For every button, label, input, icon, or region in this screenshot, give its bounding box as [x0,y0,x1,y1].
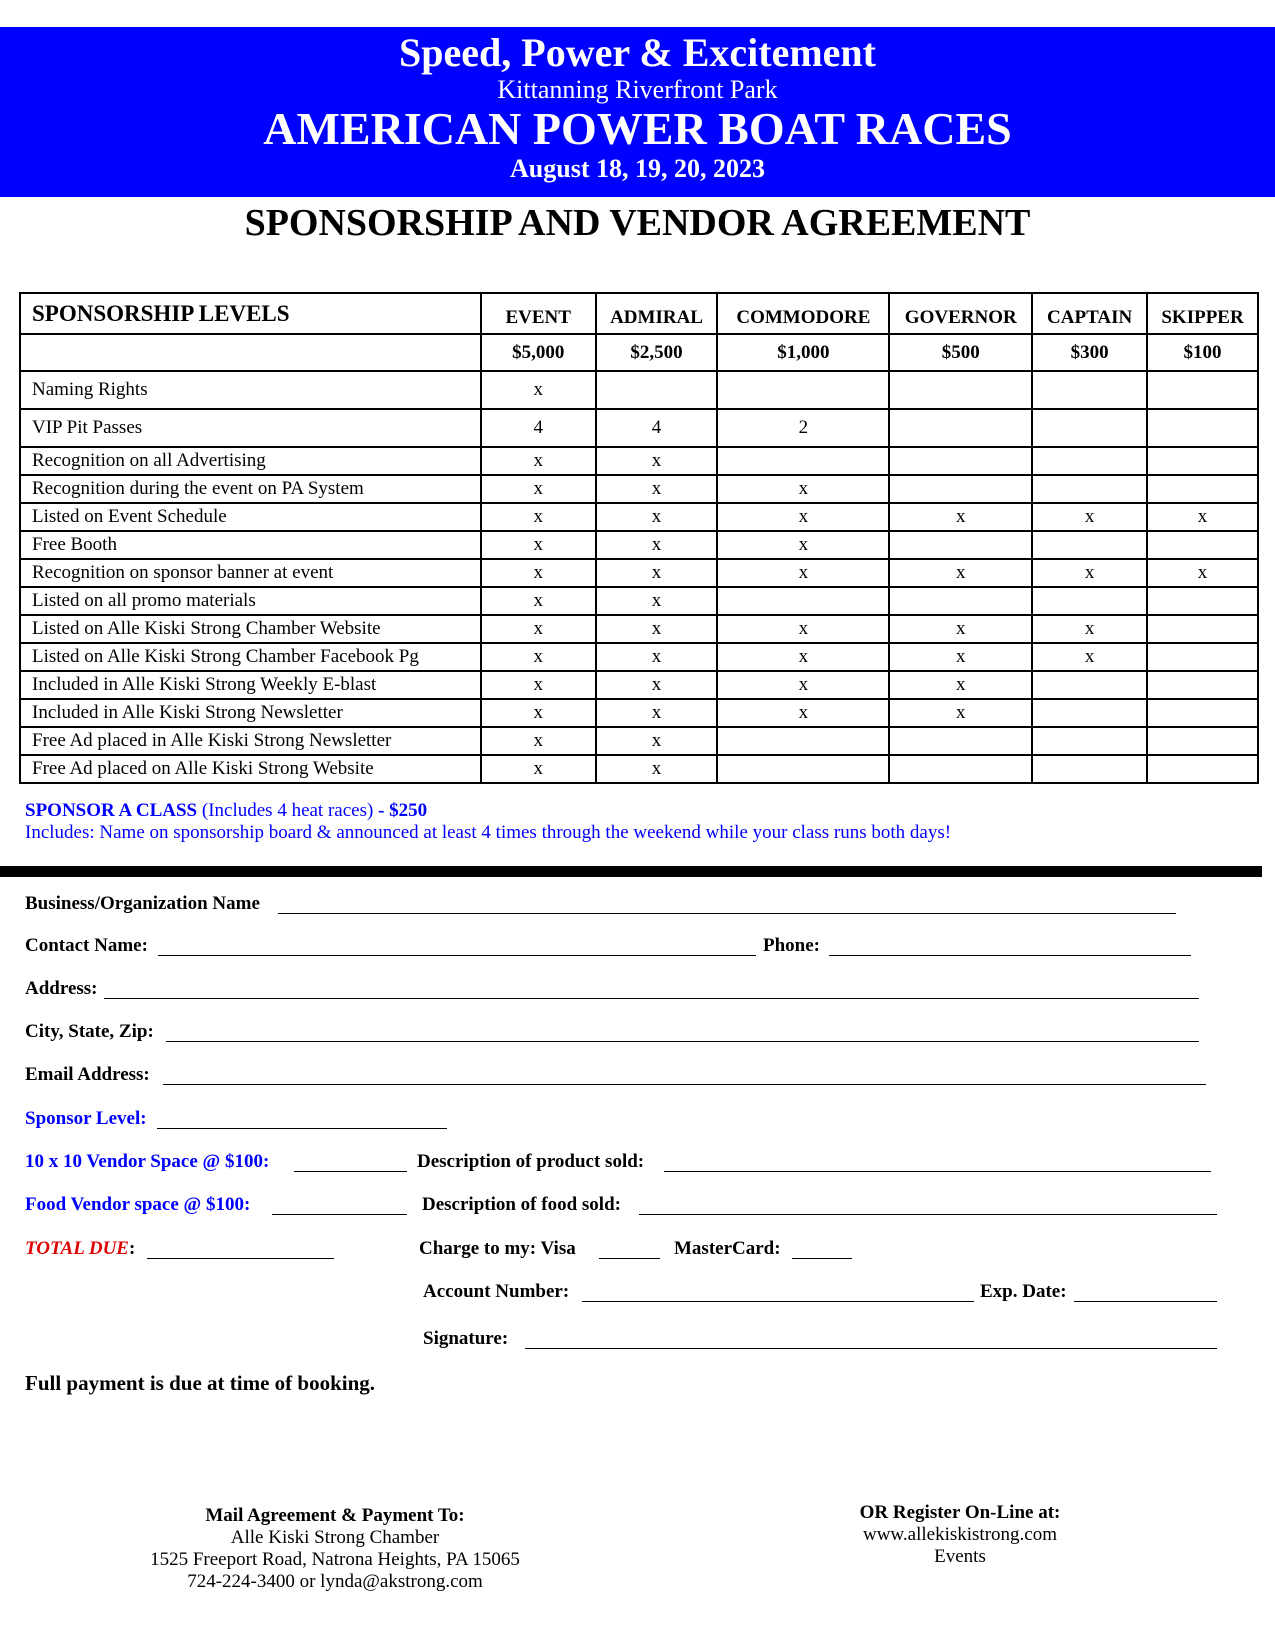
levels-heading: SPONSORSHIP LEVELS [20,293,481,334]
header-tagline: Speed, Power & Excitement [399,30,876,75]
benefit-cell [1147,727,1258,755]
benefit-cell [1032,671,1147,699]
header-dates: August 18, 19, 20, 2023 [510,154,765,183]
benefit-cell: x [717,503,889,531]
benefit-cell: x [889,559,1032,587]
business-name-label: Business/Organization Name [25,893,260,914]
benefit-cell: x [596,447,718,475]
benefit-label: Free Ad placed on Alle Kiski Strong Website [20,755,481,783]
table-row [20,531,1258,559]
visa-field[interactable] [599,1258,660,1259]
header-venue: Kittanning Riverfront Park [497,75,778,104]
benefit-label: Recognition on all Advertising [20,447,481,475]
level-price: $2,500 [596,334,718,371]
benefit-label: VIP Pit Passes [20,409,481,447]
food-vendor-label: Food Vendor space @ $100: [25,1194,251,1215]
benefit-cell [717,587,889,615]
level-column-header: EVENT [481,293,596,334]
benefit-cell: x [481,671,596,699]
sponsor-class-note: (Includes 4 heat races) [197,800,379,821]
benefit-cell: x [481,503,596,531]
address-label: Address: [25,978,98,999]
benefit-label: Included in Alle Kiski Strong Weekly E-blast [20,671,481,699]
benefit-cell [717,371,889,409]
vendor-space-field[interactable] [294,1171,407,1172]
product-description-label: Description of product sold: [417,1151,645,1172]
benefit-cell: x [717,531,889,559]
level-column-header: SKIPPER [1147,293,1258,334]
benefit-cell: x [596,531,718,559]
table-row [20,475,1258,503]
benefit-label: Recognition on sponsor banner at event [20,559,481,587]
mail-to-block [0,1505,670,1593]
online-heading: OR Register On-Line at: [859,1502,1061,1523]
page-title: SPONSORSHIP AND VENDOR AGREEMENT [244,202,1031,244]
header-event-name: AMERICAN POWER BOAT RACES [263,103,1012,154]
benefit-cell: x [481,587,596,615]
section-divider [0,866,1262,877]
online-page: Events [934,1546,986,1567]
benefit-cell [1147,371,1258,409]
table-row [20,643,1258,671]
email-field[interactable] [163,1084,1206,1085]
table-row [20,615,1258,643]
table-row [20,409,1258,447]
benefit-cell: x [717,615,889,643]
benefit-cell: x [481,447,596,475]
benefit-cell: x [596,615,718,643]
benefit-cell: x [596,699,718,727]
benefit-cell: x [717,643,889,671]
online-url[interactable]: www.allekiskistrong.com [862,1524,1058,1545]
email-label: Email Address: [25,1064,150,1085]
benefit-cell: x [1147,559,1258,587]
levels-body [20,371,1258,783]
benefit-cell [889,531,1032,559]
benefit-cell: x [596,475,718,503]
contact-name-label: Contact Name: [25,935,148,956]
exp-date-label: Exp. Date: [980,1281,1067,1302]
benefit-cell: x [1032,643,1147,671]
sponsorship-levels-table [19,292,1259,784]
table-row [20,559,1258,587]
benefit-cell: x [1032,615,1147,643]
benefit-cell: x [717,699,889,727]
exp-date-field[interactable] [1074,1301,1217,1302]
benefit-label: Listed on Alle Kiski Strong Chamber Facebook Pg [20,643,481,671]
level-price: $100 [1147,334,1258,371]
sponsor-class-price: - $250 [378,800,428,821]
benefit-label: Recognition during the event on PA System [20,475,481,503]
benefit-cell: x [889,671,1032,699]
benefit-cell: x [717,671,889,699]
product-description-field[interactable] [664,1171,1211,1172]
benefit-cell [1032,699,1147,727]
phone-field[interactable] [829,955,1191,956]
benefit-cell [1147,409,1258,447]
benefit-cell [889,447,1032,475]
price-row [20,334,1258,371]
benefit-cell: x [889,615,1032,643]
address-field[interactable] [104,998,1199,999]
header-banner [0,27,1275,197]
sponsor-level-label: Sponsor Level: [25,1108,147,1129]
benefit-cell: x [1032,559,1147,587]
food-vendor-field[interactable] [272,1214,407,1215]
table-row [20,727,1258,755]
benefit-cell [1147,531,1258,559]
benefit-cell: x [481,371,596,409]
table-header-row [20,293,1258,334]
benefit-cell [1032,475,1147,503]
benefit-cell: 4 [481,409,596,447]
phone-label: Phone: [763,935,820,956]
total-due-field[interactable] [147,1258,334,1259]
benefit-cell [1147,447,1258,475]
level-column-header: GOVERNOR [889,293,1032,334]
level-column-header: CAPTAIN [1032,293,1147,334]
benefit-cell [889,475,1032,503]
benefit-cell [1147,755,1258,783]
benefit-cell: x [889,643,1032,671]
sponsor-class-line [25,800,427,822]
mail-heading: Mail Agreement & Payment To: [205,1505,465,1526]
sponsor-class-label: SPONSOR A CLASS [25,800,198,821]
payment-note: Full payment is due at time of booking. [25,1371,376,1395]
food-description-field[interactable] [639,1214,1217,1215]
vendor-space-label: 10 x 10 Vendor Space @ $100: [25,1151,270,1172]
table-row [20,587,1258,615]
table-row [20,503,1258,531]
table-row [20,371,1258,409]
benefit-cell [717,447,889,475]
benefit-label: Listed on Event Schedule [20,503,481,531]
benefit-cell: x [1147,503,1258,531]
benefit-cell: x [481,727,596,755]
benefit-cell: x [596,755,718,783]
table-row [20,671,1258,699]
benefit-cell [596,371,718,409]
benefit-cell [1032,371,1147,409]
city-state-zip-field[interactable] [166,1041,1199,1042]
price-row-blank [20,334,481,371]
benefit-label: Free Ad placed in Alle Kiski Strong Newsletter [20,727,481,755]
benefit-label: Free Booth [20,531,481,559]
benefit-cell [1147,671,1258,699]
city-state-zip-label: City, State, Zip: [25,1021,154,1042]
mastercard-field[interactable] [792,1258,852,1259]
benefit-cell [889,409,1032,447]
benefit-cell [889,587,1032,615]
benefit-cell: x [481,615,596,643]
benefit-cell [1147,587,1258,615]
benefit-cell: x [481,755,596,783]
benefit-cell [1147,615,1258,643]
benefit-cell: x [889,699,1032,727]
mail-address: 1525 Freeport Road, Natrona Heights, PA 15065 [150,1549,520,1570]
level-price: $500 [889,334,1032,371]
benefit-cell [889,371,1032,409]
benefit-cell [717,727,889,755]
benefit-cell: x [596,671,718,699]
benefit-cell [1032,409,1147,447]
account-number-field[interactable] [582,1301,974,1302]
contact-name-field[interactable] [158,955,756,956]
benefit-label: Naming Rights [20,371,481,409]
food-description-label: Description of food sold: [422,1194,621,1215]
level-price: $300 [1032,334,1147,371]
benefit-cell [717,755,889,783]
benefit-cell: x [481,475,596,503]
level-column-header: ADMIRAL [596,293,718,334]
online-register-block [760,1502,1160,1568]
benefit-cell [1032,587,1147,615]
benefit-cell [1147,643,1258,671]
total-due-text: TOTAL DUE [25,1238,129,1259]
benefit-cell: x [889,503,1032,531]
business-name-field[interactable] [278,913,1176,914]
benefit-cell: x [1032,503,1147,531]
benefit-label: Listed on all promo materials [20,587,481,615]
benefit-label: Listed on Alle Kiski Strong Chamber Website [20,615,481,643]
account-number-label: Account Number: [423,1281,570,1302]
benefit-cell [1147,699,1258,727]
benefit-label: Included in Alle Kiski Strong Newsletter [20,699,481,727]
benefit-cell [1032,727,1147,755]
sponsor-class-includes: Includes: Name on sponsorship board & announced at least 4 times through the weekend while your class runs both days! [25,822,952,843]
benefit-cell: x [717,475,889,503]
benefit-cell: x [596,643,718,671]
benefit-cell [1032,531,1147,559]
total-due-colon: : [128,1238,136,1259]
benefit-cell: 2 [717,409,889,447]
table-row [20,699,1258,727]
benefit-cell: x [717,559,889,587]
total-due-label [25,1238,135,1260]
benefit-cell: 4 [596,409,718,447]
benefit-cell [889,755,1032,783]
benefit-cell: x [481,559,596,587]
benefit-cell: x [481,699,596,727]
benefit-cell: x [481,643,596,671]
table-row [20,755,1258,783]
level-price: $1,000 [717,334,889,371]
signature-field[interactable] [525,1348,1217,1349]
benefit-cell: x [596,587,718,615]
benefit-cell: x [596,559,718,587]
benefit-cell [1032,447,1147,475]
benefit-cell: x [596,727,718,755]
benefit-cell [1032,755,1147,783]
mail-name: Alle Kiski Strong Chamber [230,1527,440,1548]
benefit-cell [1147,475,1258,503]
benefit-cell [889,727,1032,755]
signature-label: Signature: [423,1328,509,1349]
benefit-cell: x [481,531,596,559]
sponsor-level-field[interactable] [157,1128,447,1129]
level-column-header: COMMODORE [717,293,889,334]
mastercard-label: MasterCard: [674,1238,781,1259]
mail-contact: 724-224-3400 or lynda@akstrong.com [187,1571,483,1592]
charge-visa-label: Charge to my: Visa [419,1238,576,1259]
benefit-cell: x [596,503,718,531]
level-price: $5,000 [481,334,596,371]
table-row [20,447,1258,475]
